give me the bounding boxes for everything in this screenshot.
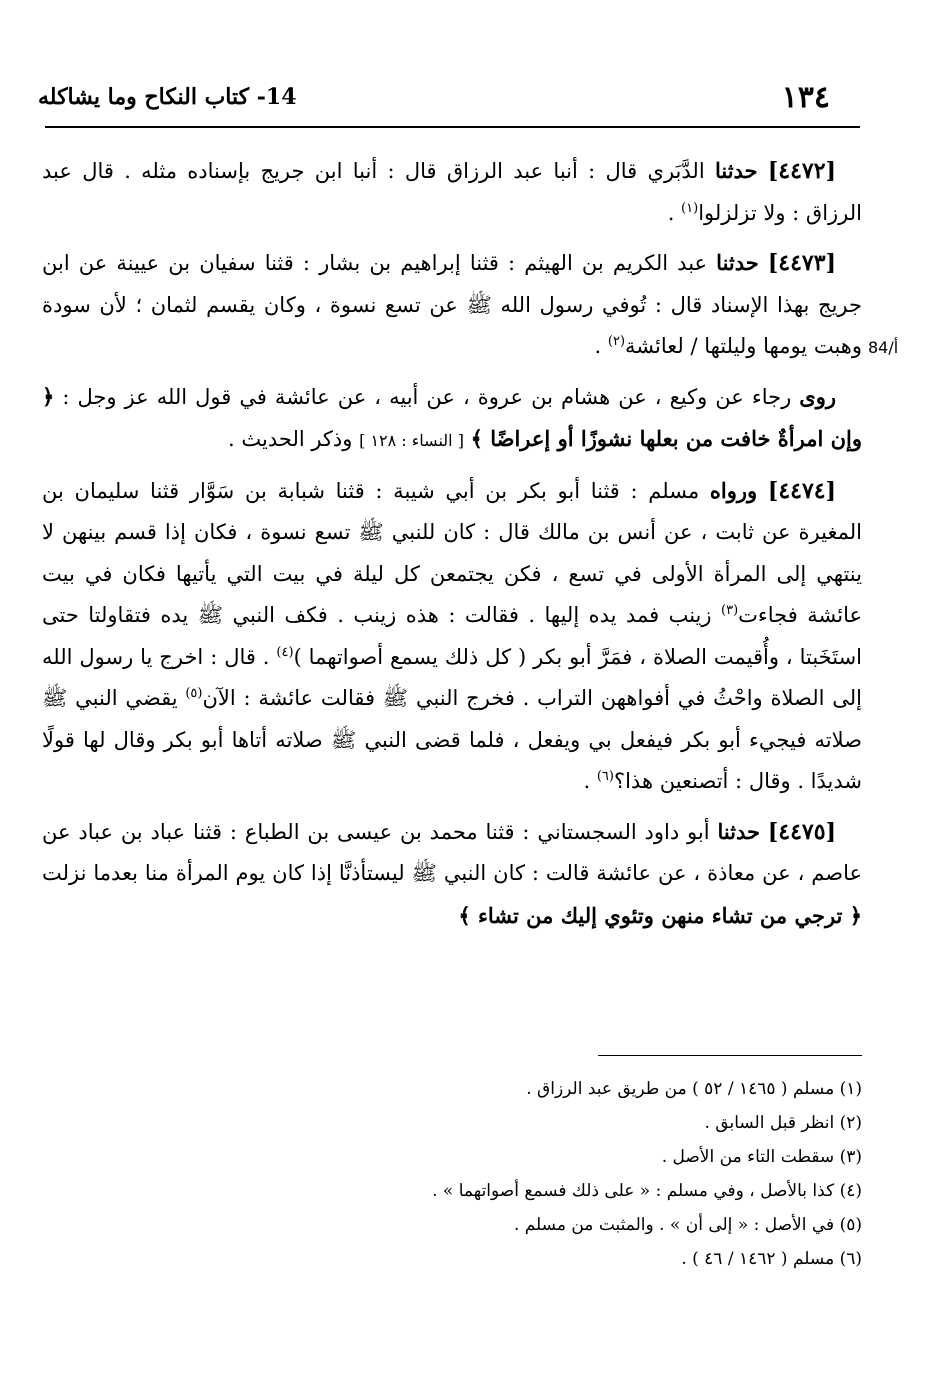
quran-verse: ﴿ وإن امرأةٌ خافت من بعلها نشوزًا أو إعراضًا ﴾ — [42, 383, 862, 451]
footnote-6: (٦) مسلم ( ١٤٦٢ / ٤٦ ) . — [681, 1249, 862, 1269]
hadith-text: الدَّبَري قال : أنبا عبد الرزاق قال : أنبا ابن جريج بإسناده مثله . قال عبد الرزاق : ولا تزلزلوا — [42, 159, 862, 225]
manuscript-folio-note: 84/أ — [868, 338, 899, 357]
chapter-title: 14- كتاب النكاح وما يشاكله — [38, 84, 297, 110]
hadith-text: . قال : اخرج يا رسول الله إلى الصلاة واحْثُ في أفواههن التراب . فخرج النبي ﷺ فقالت عائشة : الآن — [42, 644, 862, 710]
hadith-number: [٤٤٧٤] — [767, 477, 836, 504]
hadith-paragraph — [42, 470, 862, 803]
footnote-5: (٥) في الأصل : « إلى أن » . والمثبت من مسلم . — [513, 1215, 862, 1235]
footnote-ref: (٣) — [721, 603, 739, 618]
hadith-text: أبو داود السجستاني : قثنا محمد بن عيسى بن الطباع : قثنا عباد بن عباد عن عاصم ، عن معاذة ، عن عائشة قالت : كان النبي ﷺ ليستأذنَّا إذا كان يوم المرأة منا بعدما نزلت — [42, 819, 862, 885]
hadith-number: [٤٤٧٥] — [767, 818, 836, 845]
main-text — [42, 150, 862, 945]
quran-verse: ﴿ ترجي من تشاء منهن وتئوي إليك من تشاء ﴾ — [458, 902, 862, 928]
page-number: ١٣٤ — [781, 80, 830, 115]
footnote-4: (٤) كذا بالأصل ، وفي مسلم : « على ذلك فسمع أصواتهما » . — [432, 1181, 862, 1201]
hadith-text: مسلم : قثنا أبو بكر بن أبي شيبة : قثنا شبابة بن سَوَّار قثنا سليمان بن المغيرة عن ثابت ، عن أنس بن مالك قال : كان للنبي ﷺ تسع نسوة ، فكان إذا قسم بينهن لا ينتهي إلى المرأة الأولى في تسع ، فكن يجتمعن كل ليلة في بيت التي يأتيها فكان في بيت عائشة فجاءت — [42, 478, 862, 627]
hadith-number: [٤٤٧٣] — [767, 250, 836, 276]
hadith-paragraph — [42, 242, 862, 368]
footnote-divider — [598, 1055, 862, 1056]
narration-lead: روى — [799, 383, 836, 409]
hadith-paragraph — [42, 811, 862, 938]
quran-reference: [ النساء : ١٢٨ ] — [359, 431, 464, 450]
footnote-ref: (٤) — [276, 644, 294, 660]
narration-lead: ورواه — [709, 477, 758, 503]
narration-lead: حدثنا — [714, 158, 758, 183]
footnote-ref: (١) — [681, 200, 699, 216]
paragraph-tail: . — [583, 769, 597, 793]
paragraph-tail: وذكر الحديث . — [228, 427, 360, 451]
header-divider — [45, 126, 860, 128]
hadith-text: رجاء عن وكيع ، عن هشام بن عروة ، عن أبيه ، عن عائشة في قول الله عز وجل : — [62, 384, 792, 409]
narration-lead: حدثنا — [717, 818, 761, 844]
footnote-2: (٢) انظر قبل السابق . — [704, 1113, 862, 1133]
hadith-paragraph — [42, 376, 862, 462]
paragraph-tail: . — [667, 200, 682, 225]
hadith-number: [٤٤٧٢] — [767, 158, 836, 184]
hadith-text: زينب فمد يده إليها . فقالت : هذه زينب . فكف النبي ﷺ يده فتقاولتا حتى استَخَبتا ، وأُقيمت الصلاة ، فمَرَّ أبو بكر ( كل ذلك يسمع أصواتهما ) — [42, 603, 862, 669]
hadith-paragraph — [42, 150, 862, 234]
footnote-ref: (٥) — [185, 686, 203, 701]
paragraph-tail: . — [594, 334, 608, 358]
hadith-text: يقضي النبي ﷺ صلاته فيجيء أبو بكر فيفعل بي ويفعل ، فلما قضى النبي ﷺ صلاته أتاها أبو بكر وقال لها قولًا شديدًا . وقال : أتصنعين هذا؟ — [42, 686, 862, 793]
hadith-text: عبد الكريم بن الهيثم : قثنا إبراهيم بن بشار : قثنا سفيان بن عيينة عن ابن جريج بهذا الإسناد قال : تُوفي رسول الله ﷺ عن تسع نسوة ، وكان يقسم لثمان ؛ لأن سودة وهبت يومها وليلتها / لعائشة — [42, 251, 862, 358]
narration-lead: حدثنا — [716, 250, 759, 275]
page-header — [30, 80, 860, 124]
footnote-1: (١) مسلم ( ١٤٦٥ / ٥٢ ) من طريق عبد الرزاق . — [526, 1079, 862, 1099]
footnote-ref: (٦) — [596, 769, 614, 784]
footnote-3: (٣) سقطت التاء من الأصل . — [661, 1147, 862, 1167]
footnote-ref: (٢) — [607, 334, 626, 349]
footnotes — [330, 1072, 862, 1276]
